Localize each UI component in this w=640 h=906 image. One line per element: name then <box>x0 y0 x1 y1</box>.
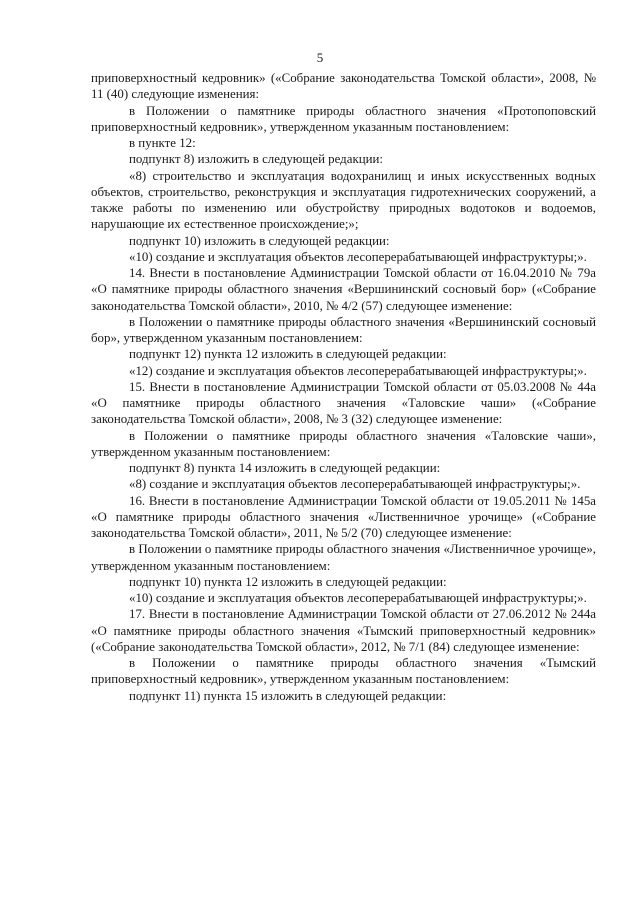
paragraph: подпункт 10) изложить в следующей редакции: <box>129 233 390 248</box>
paragraph: «10) создание и эксплуатация объектов лесоперерабатывающей инфраструктуры;». <box>129 249 587 264</box>
paragraph: 17. Внести в постановление Администрации Томской области от 27.06.2012 № 244а «О памятнике природы областного значения «Тымский приповерхностный кедровник» («Собрание законодательства Томской области», 2012, № 7/1 (84) следующее изменение: <box>91 607 596 654</box>
paragraph: в пункте 12: <box>129 136 196 150</box>
paragraph: «10) создание и эксплуатация объектов лесоперерабатывающей инфраструктуры;». <box>129 591 587 605</box>
paragraph: подпункт 10) пункта 12 изложить в следующей редакции: <box>129 574 447 589</box>
paragraph: подпункт 12) пункта 12 изложить в следующей редакции: <box>129 347 447 362</box>
paragraph: 16. Внести в постановление Администрации Томской области от 19.05.2011 № 145а «О памятнике природы областного значения «Лиственничное урочище» («Собрание законодательства Томской области», 2011, № 5/2 (70) следующее изменение: <box>91 493 596 540</box>
paragraph: в Положении о памятнике природы областного значения «Лиственничное урочище», утвержденном указанным постановлением: <box>91 542 596 573</box>
document-body <box>91 70 596 704</box>
paragraph: в Положении о памятнике природы областного значения «Протопоповский приповерхностный кедровник», утвержденном указанным постановлением: <box>91 103 596 134</box>
paragraph: «12) создание и эксплуатация объектов лесоперерабатывающей инфраструктуры;». <box>129 363 587 378</box>
paragraph: 15. Внести в постановление Администрации Томской области от 05.03.2008 № 44а «О памятнике природы областного значения «Таловские чаши» («Собрание законодательства Томской области», 2008, № 3 (32) следующее изменение: <box>91 379 596 427</box>
paragraph: в Положении о памятнике природы областного значения «Таловские чаши», утвержденном указанным постановлением: <box>91 428 596 459</box>
paragraph: подпункт 8) пункта 14 изложить в следующей редакции: <box>129 461 441 475</box>
paragraph: «8) строительство и эксплуатация водохранилищ и иных искусственных водных объектов, строительство, реконструкция и эксплуатация гидротехнических сооружений, а также работы по изменению или обустройству природных водотоков и водоемов, нарушающие их естественное происхождение;»; <box>91 168 596 232</box>
paragraph: подпункт 8) изложить в следующей редакции: <box>129 152 384 167</box>
paragraph: «8) создание и эксплуатация объектов лесоперерабатывающей инфраструктуры;». <box>129 477 581 492</box>
paragraph: подпункт 11) пункта 15 изложить в следующей редакции: <box>129 688 447 703</box>
paragraph: в Положении о памятнике природы областного значения «Тымский приповерхностный кедровник», утвержденном указанным постановлением: <box>91 656 596 687</box>
paragraph: 14. Внести в постановление Администрации Томской области от 16.04.2010 № 79а «О памятнике природы областного значения «Вершининский сосновый бор» («Собрание законодательства Томской области», 2010, № 4/2 (57) следующее изменение: <box>91 266 596 313</box>
page-number: 5 <box>316 50 324 65</box>
paragraph: приповерхностный кедровник» («Собрание законодательства Томской области», 2008, № 11 (40) следующие изменения: <box>91 71 596 102</box>
paragraph: в Положении о памятнике природы областного значения «Вершининский сосновый бор», утвержденном указанным постановлением: <box>91 314 596 345</box>
